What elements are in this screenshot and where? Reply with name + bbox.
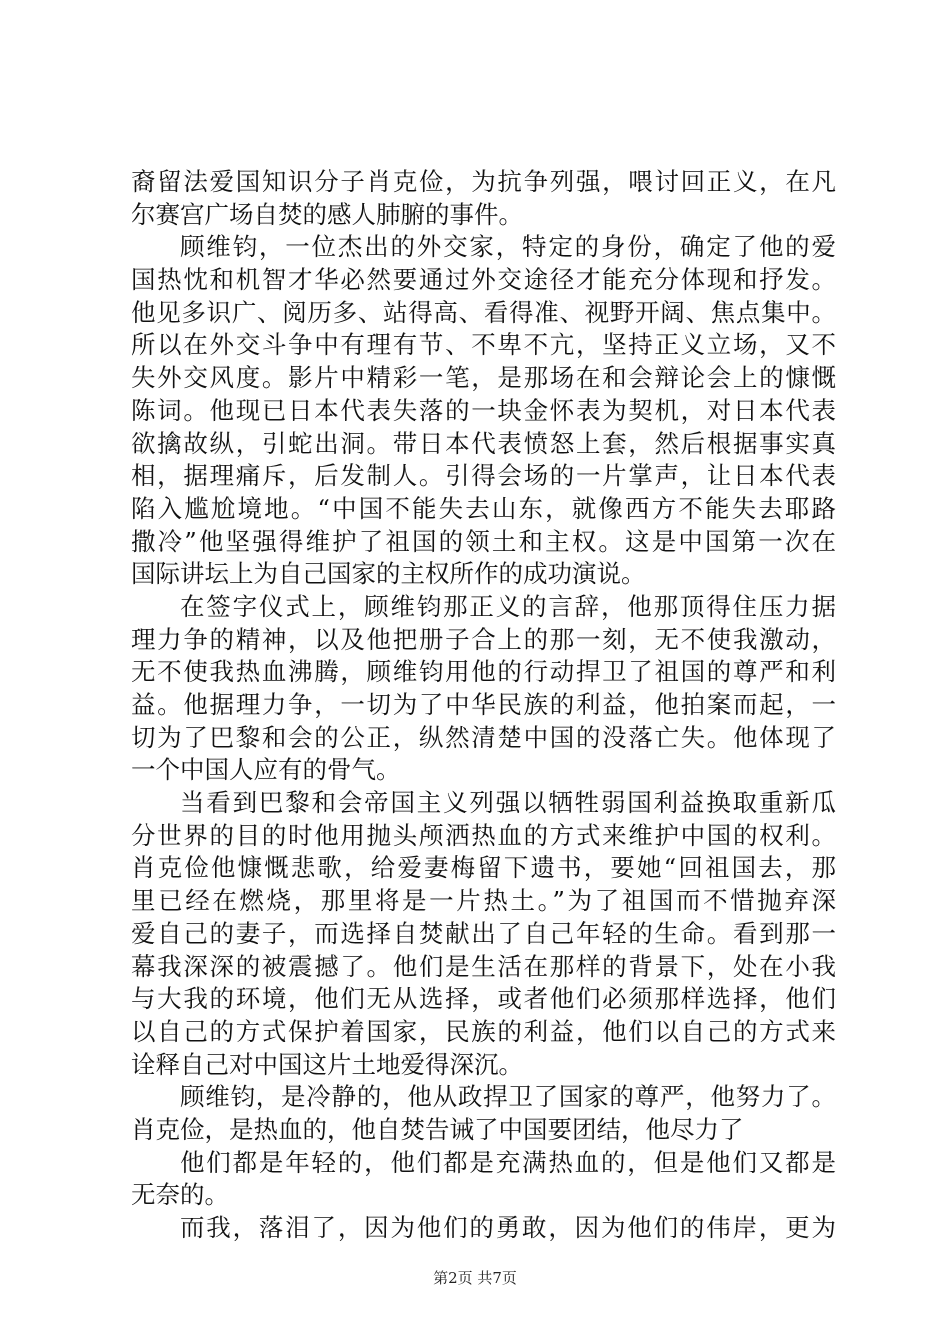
text-line-29: 顾维钧，是冷静的，他从政捍卫了国家的尊严，他努力了。 <box>180 1082 836 1112</box>
text-line-20: 当看到巴黎和会帝国主义列强以牺牲弱国利益换取重新瓜 <box>180 788 836 818</box>
text-line-1: 裔留法爱国知识分子肖克俭，为抗争列强，喂讨回正义，在凡 <box>131 167 836 196</box>
text-line-26: 与大我的环境，他们无从选择，或者他们必须那样选择，他们 <box>131 984 836 1014</box>
text-line-25: 幕我深深的被震撼了。他们是生活在那样的背景下，处在小我 <box>131 951 836 981</box>
text-line-13: 国际讲坛上为自己国家的主权所作的成功演说。 <box>131 559 646 589</box>
text-line-33: 而我，落泪了，因为他们的勇敢，因为他们的伟岸，更为 <box>180 1213 836 1242</box>
text-line-5: 他见多识广、阅历多、站得高、看得准、视野开阔、焦点集中。 <box>131 297 836 327</box>
text-line-8: 陈词。他现已日本代表失落的一块金怀表为契机，对日本代表 <box>131 395 836 425</box>
text-line-12: 撒冷”他坚强得维护了祖国的领土和主权。这是中国第一次在 <box>131 526 836 556</box>
text-line-10: 相，据理痛斥，后发制人。引得会场的一片掌声，让日本代表 <box>131 461 836 491</box>
text-line-11: 陷入尴尬境地。“中国不能失去山东，就像西方不能失去耶路 <box>131 493 836 523</box>
text-line-22: 肖克俭他慷慨悲歌，给爱妻梅留下遗书，要她“回祖国去，那 <box>131 853 836 883</box>
text-line-4: 国热忱和机智才华必然要通过外交途径才能充分体现和抒发。 <box>131 265 836 295</box>
text-line-24: 爱自己的妻子，而选择自焚献出了自己年轻的生命。看到那一 <box>131 918 836 948</box>
document-body <box>131 166 836 1245</box>
text-line-31: 他们都是年轻的，他们都是充满热血的，但是他们又都是 <box>180 1147 836 1177</box>
text-line-28: 诠释自己对中国这片土地爱得深沉。 <box>131 1049 523 1079</box>
text-line-18: 切为了巴黎和会的公正，纵然清楚中国的没落亡失。他体现了 <box>131 722 836 752</box>
text-line-30: 肖克俭，是热血的，他自焚告诫了中国要团结，他尽力了 <box>131 1114 744 1144</box>
text-line-19: 一个中国人应有的骨气。 <box>131 755 401 785</box>
text-line-9: 欲擒故纵，引蛇出洞。带日本代表愤怒上套，然后根据事实真 <box>131 428 836 458</box>
text-line-21: 分世界的目的时他用抛头颅洒热血的方式来维护中国的权利。 <box>131 820 836 850</box>
text-line-17: 益。他据理力争，一切为了中华民族的利益，他拍案而起，一 <box>131 690 836 719</box>
text-line-6: 所以在外交斗争中有理有节、不卑不亢，坚持正义立场，又不 <box>131 330 836 360</box>
page-number-footer: 第2页 共7页 <box>433 1269 517 1287</box>
text-line-15: 理力争的精神，以及他把册子合上的那一刻，无不使我激动， <box>131 624 836 654</box>
text-line-32: 无奈的。 <box>131 1180 229 1210</box>
text-line-2: 尔赛宫广场自焚的感人肺腑的事件。 <box>131 199 523 229</box>
text-line-7: 失外交风度。影片中精彩一笔，是那场在和会辩论会上的慷慨 <box>131 363 836 393</box>
text-line-14: 在签字仪式上，顾维钧那正义的言辞，他那顶得住压力据 <box>180 591 836 621</box>
text-line-23: 里已经在燃烧，那里将是一片热土。”为了祖国而不惜抛弃深 <box>131 886 836 916</box>
text-line-16: 无不使我热血沸腾，顾维钧用他的行动捍卫了祖国的尊严和利 <box>131 657 836 687</box>
text-line-3: 顾维钧，一位杰出的外交家，特定的身份，确定了他的爱 <box>180 232 836 262</box>
text-line-27: 以自己的方式保护着国家，民族的利益，他们以自己的方式来 <box>131 1016 836 1046</box>
